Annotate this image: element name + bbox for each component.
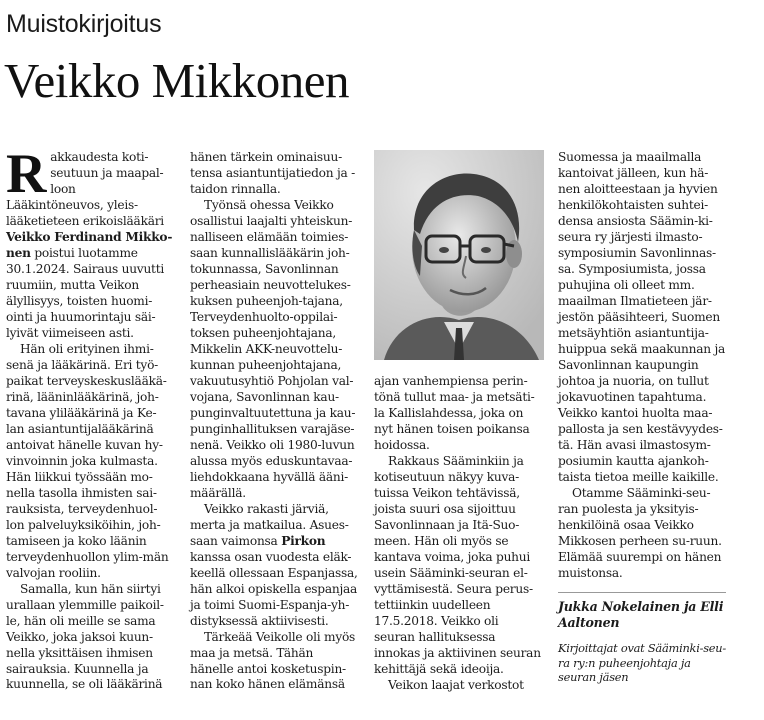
article-column-2 xyxy=(190,150,358,693)
lead-paragraph: Rakkaudesta koti-seutuun ja maapal-loon Lääkintöneuvos, yleis-lääketieteen erikoislääkäri Veikko Ferdinand Mikko-nen poistui luotamme 30.1.2024. Sairaus uuvutti ruumiin, mutta Veikon älyllisyys, toisten huomi-ointi ja huumorintaju säi-lyivät viimeiseen asti. xyxy=(6,143,173,340)
article-column-3 xyxy=(374,374,542,694)
paragraph: Veikko rakasti järviä, merta ja matkailua. Asues-saan vaimonsa Pirkon kanssa osan vuodesta eläk-keellä ollessaan Espanjassa, hän alkoi opiskella espanjaa ja toimi Suomi-Espanja-yh-distyksessä aktiivisesti. xyxy=(190,501,358,628)
paragraph: Tärkeää Veikolle oli myös maa ja metsä. Tähän hänelle antoi kosketuspin-nan koko hänen elämänsä xyxy=(190,629,356,692)
drop-cap: R xyxy=(6,143,47,205)
paragraph: Rakkaus Sääminkiin ja kotiseutuun näkyy kuva-tuissa Veikon tehtävissä, joista suuri osa sijoittuu Savonlinnaan ja Itä-Suo-meen. Hän oli myös se kantava voima, joka puhui usein Sääminki-seuran el-vyttämisestä. Seura perus-tettiinkin uudelleen 17.5.2018. Veikko oli seuran hallituksessa innokas ja aktiivinen seuran kehittäjä sekä ideoija. xyxy=(374,453,541,676)
article-column-1 xyxy=(6,143,174,693)
paragraph: Samalla, kun hän siirtyi urallaan ylemmille paikoil-le, hän oli meille se sama Veikko, joka jaksoi kuun-nella yksittäisen ihmisen sairauksia. Kuunnella ja kuunnella, se oli lääkärinä xyxy=(6,581,164,692)
article-headline: Veikko Mikkonen xyxy=(4,53,349,108)
paragraph: Suomessa ja maailmalla kantoivat jälleen, kun hä-nen aloitteestaan ja hyvien henkilökohtaisten suhtei-densa ansiosta Säämin-ki-seura ry järjesti ilmasto-symposiumin Savonlinnas-sa. Symposiumista, jossa puhujina oli olleet mm. maailman Ilmatieteen jär-jestön pääsihteeri, Suomen metsäyhtiön asiantuntija-huippua sekä maakunnan ja Savonlinnan kaupungin johtoa ja nuoria, on tullut jokavuotinen tapahtuma. Veikko kantoi huolta maa-pallosta ja sen kestävyydes-tä. Hän avasi ilmastosym-posiumin kautta ajankoh-taista tietoa meille kaikille. xyxy=(558,150,725,484)
author-note: Kirjoittajat ovat Sääminki-seu-ra ry:n puheenjohtaja ja seuran jäsen xyxy=(558,640,726,685)
deceased-name: Veikko Ferdinand Mikko-nen xyxy=(6,229,173,260)
paragraph: Työnsä ohessa Veikko osallistui laajalti yhteiskun-nalliseen elämään toimies-saan kunnallislääkärin joh-tokunnassa, Savonlinnan perheasiain neuvottelukes-kuksen puheenjoh-tajana, Terveydenhuolto-oppilai-toksen puheenjohtajana, Mikkelin AKK-neuvottelu-kunnan puheenjohtajana, vakuutusyhtiö Pohjolan val-vojana, Savonlinnan kau-punginvaltuutettuna ja kau-punginhallituksen varajäse-nenä. Veikko oli 1980-luvun alussa myös eduskuntavaa-liehdokkaana hyvällä ääni-määrällä. xyxy=(190,197,356,500)
article-column-4 xyxy=(558,150,726,685)
paragraph: hänen tärkein ominaisuu-tensa asiantuntijatiedon ja -taidon rinnalla. xyxy=(190,150,355,196)
paragraph: Otamme Sääminki-seu-ran puolesta ja yksityis-henkilöinä osaa Veikko Mikkosen perheen su-ruun. Elämää suurempi on hänen muistonsa. xyxy=(558,485,722,580)
section-kicker: Muistokirjoitus xyxy=(6,10,162,38)
author-signature: Jukka Nokelainen ja Elli Aaltonen xyxy=(558,598,724,630)
paragraph: Veikon laajat verkostot xyxy=(388,677,524,692)
portrait-photo xyxy=(374,150,544,360)
portrait-illustration xyxy=(374,150,544,360)
signature-block xyxy=(558,592,726,686)
paragraph: Hän oli erityinen ihmi-senä ja lääkärinä. Eri työ-paikat terveyskeskuslääkä-rinä, lääninlääkärinä, joh-tavana ylilääkärinä ja Ke-lan asiantuntijalääkärinä antoivat hänelle kuvan hy-vinvoinnin joka kulmasta. Hän liikkui työssään mo-nella tasolla ihmisten sai-rauksista, terveydenhuol-lon palveluyksiköihin, joh-tamiseen ja koko läänin terveydenhuollon ylim-män valvojan rooliin. xyxy=(6,341,169,580)
spouse-name: Pirkon xyxy=(281,533,326,548)
paragraph: ajan vanhempiensa perin-tönä tullut maa- ja metsäti-la Kallislahdessa, joka on nyt hänen toisen poikansa hoidossa. xyxy=(374,374,535,452)
